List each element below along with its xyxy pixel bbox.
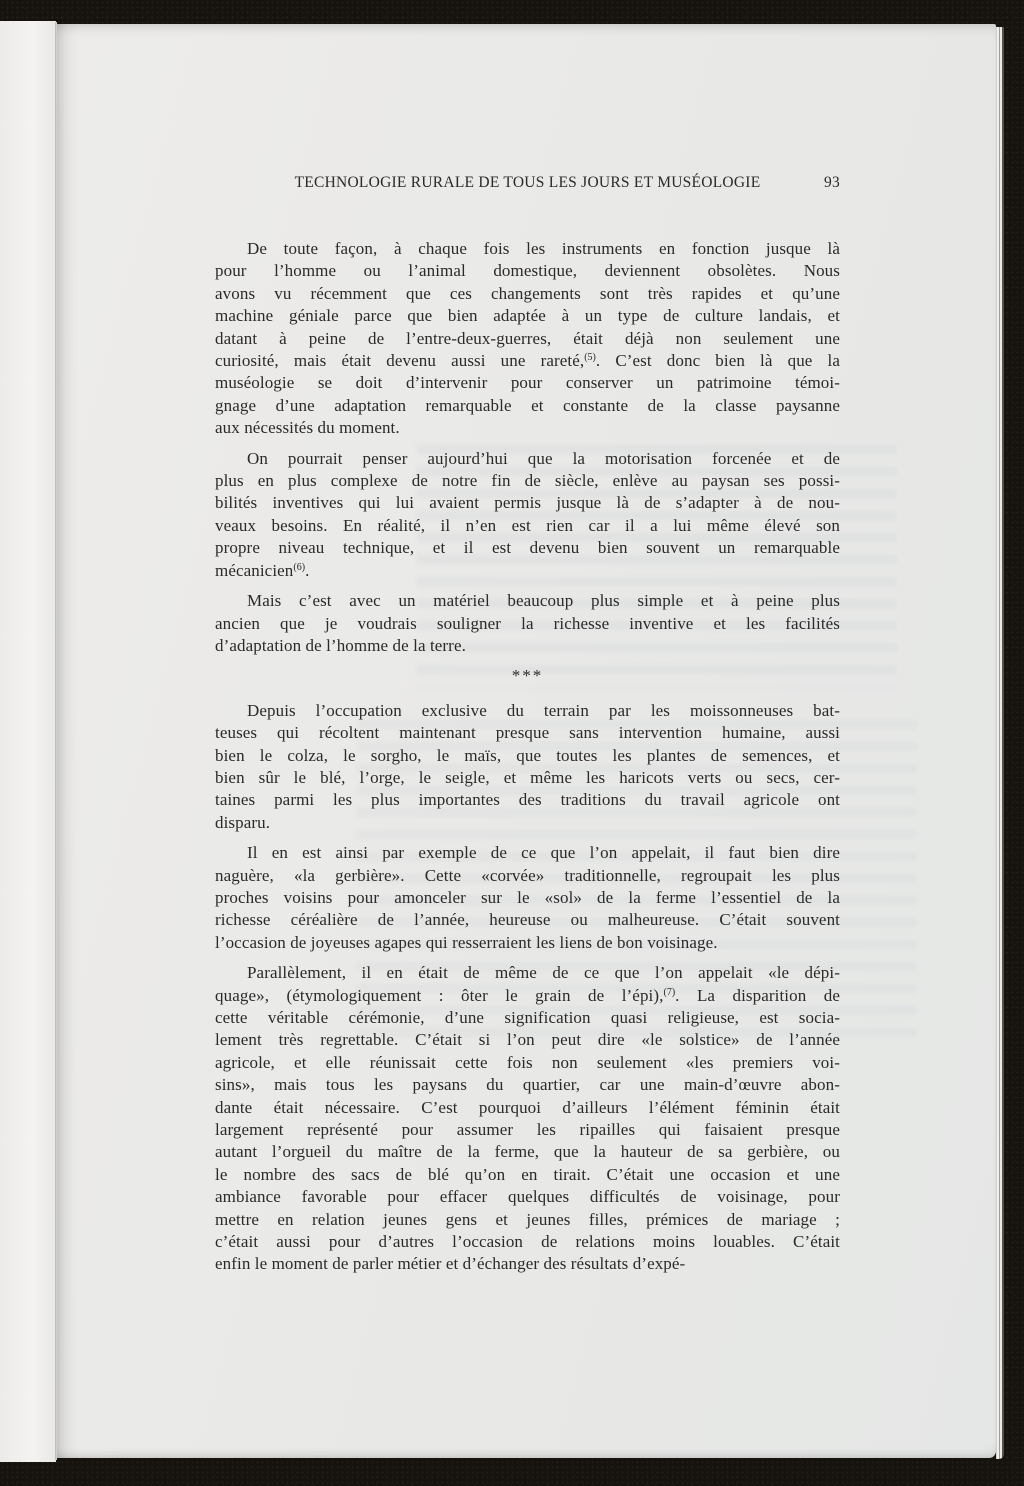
paragraph-line: taines parmi les plus importantes des traditions du travail agricole ont bbox=[215, 790, 840, 810]
paragraph-line: autant l’orgueil du maître de la ferme, que la hauteur de sa gerbière, ou bbox=[215, 1142, 840, 1162]
paragraph-line: bilités inventives qui lui avaient permis jusque là de s’adapter à de nou- bbox=[215, 493, 840, 513]
paragraph-line: gnage d’une adaptation remarquable et constante de la classe paysanne bbox=[215, 395, 840, 415]
running-header bbox=[215, 174, 840, 198]
paragraph-line: Il en est ainsi par exemple de ce que l’on appelait, il faut bien dire bbox=[247, 843, 840, 863]
stacked-page-edges bbox=[996, 27, 1004, 1459]
running-header-title: TECHNOLOGIE RURALE DE TOUS LES JOURS ET MUSÉOLOGIE bbox=[294, 174, 761, 191]
paragraph-line: bien le colza, le sorgho, le maïs, que toutes les plantes de semences, et bbox=[215, 745, 840, 765]
paragraph-line: Mais c’est avec un matériel beaucoup plus simple et à peine plus bbox=[247, 591, 840, 611]
paragraph-line: curiosité, mais était devenu aussi une rareté,$^{(5)}$. C’est donc bien là que la bbox=[215, 351, 841, 371]
paragraph-line: bien sûr le blé, l’orge, le seigle, et même les haricots verts ou secs, cer- bbox=[215, 767, 840, 787]
paragraph bbox=[215, 700, 840, 834]
paragraph-line: naguère, «la gerbière». Cette «corvée» traditionnelle, regroupait les plus bbox=[215, 865, 840, 885]
paragraph-line: richesse céréalière de l’année, heureuse ou malheureuse. C’était souvent bbox=[215, 910, 840, 930]
paragraph-line: enfin le moment de parler métier et d’échanger des résultats d’expé- bbox=[215, 1254, 686, 1274]
paragraph-line: mettre en relation jeunes gens et jeunes filles, prémices de mariage ; bbox=[215, 1209, 840, 1229]
paragraph-line: teuses qui récoltent maintenant presque sans intervention humaine, aussi bbox=[215, 723, 840, 743]
paragraph-line: On pourrait penser aujourd’hui que la motorisation forcenée et de bbox=[247, 448, 840, 468]
paragraph-line: muséologie se doit d’intervenir pour conserver un patrimoine témoi- bbox=[215, 373, 840, 393]
body-text bbox=[215, 238, 840, 1276]
page-text-block bbox=[215, 174, 840, 1284]
paragraph-line: mécanicien$^{(6)}$. bbox=[215, 560, 310, 580]
paragraph-line: ancien que je voudrais souligner la richesse inventive et les facilités bbox=[215, 613, 840, 633]
paragraph-line: sins», mais tous les paysans du quartier, car une main-d’œuvre abon- bbox=[215, 1075, 840, 1095]
paragraph-line: cette véritable cérémonie, d’une signification quasi religieuse, est socia- bbox=[215, 1008, 840, 1027]
section-separator: *** bbox=[511, 666, 544, 686]
paragraph bbox=[215, 842, 840, 954]
paragraph-line: machine géniale parce que bien adaptée à un type de culture landais, et bbox=[215, 306, 840, 326]
paragraph-line: c’était aussi pour d’autres l’occasion de relations moins louables. C’était bbox=[215, 1232, 840, 1252]
paragraph-line: le nombre des sacs de blé qu’on en tirait. C’était une occasion et une bbox=[215, 1164, 840, 1184]
paragraph-line: d’adaptation de l’homme de la terre. bbox=[215, 635, 466, 655]
paragraph-line: quage», (étymologiquement : ôter le grain de l’épi),$^{(7)}$. La disparition de bbox=[215, 985, 840, 1005]
paragraph-line: veaux besoins. En réalité, il n’en est rien car il a lui même élevé son bbox=[215, 515, 840, 535]
paragraph-line: avons vu récemment que ces changements sont très rapides et qu’une bbox=[215, 283, 840, 303]
paragraph-line: propre niveau technique, et il est devenu bien souvent un remarquable bbox=[215, 538, 840, 558]
book-page bbox=[57, 24, 996, 1458]
paragraph bbox=[215, 962, 840, 1276]
paragraph-line: De toute façon, à chaque fois les instruments en fonction jusque là bbox=[247, 239, 840, 258]
previous-page-edge bbox=[0, 21, 56, 1462]
paragraph-line: Depuis l’occupation exclusive du terrain par les moissonneuses bat- bbox=[247, 700, 840, 720]
paragraph bbox=[215, 590, 840, 657]
paragraph-line: datant à peine de l’entre-deux-guerres, était déjà non seulement une bbox=[215, 328, 840, 348]
paragraph-line: proches voisins pour amonceler sur le «sol» de la ferme l’essentiel de la bbox=[215, 887, 840, 907]
paragraph-line: aux nécessités du moment. bbox=[215, 418, 400, 438]
page-number: 93 bbox=[824, 174, 840, 191]
paragraph-line: lement très regrettable. C’était si l’on peut dire «le solstice» de l’année bbox=[215, 1030, 840, 1050]
paragraph-line: dante était nécessaire. C’est pourquoi d’ailleurs l’élément féminin était bbox=[215, 1097, 840, 1117]
paragraph-line: pour l’homme ou l’animal domestique, deviennent obsolètes. Nous bbox=[215, 261, 840, 281]
paragraph-line: disparu. bbox=[215, 812, 271, 832]
paragraph bbox=[215, 238, 840, 440]
paragraph-line: Parallèlement, il en était de même de ce que l’on appelait «le dépi- bbox=[247, 963, 840, 983]
paragraph-line: largement représenté pour assumer les ripailles qui faisaient presque bbox=[215, 1120, 840, 1140]
paragraph-line: ambiance favorable pour effacer quelques difficultés de voisinage, pour bbox=[215, 1187, 840, 1207]
paragraph bbox=[215, 448, 840, 582]
paragraph-line: agricole, et elle réunissait cette fois non seulement «les premiers voi- bbox=[215, 1052, 840, 1072]
paragraph-line: plus en plus complexe de notre fin de siècle, enlève au paysan ses possi- bbox=[215, 471, 840, 491]
paragraph-line: l’occasion de joyeuses agapes qui resserraient les liens de bon voisinage. bbox=[215, 932, 718, 952]
